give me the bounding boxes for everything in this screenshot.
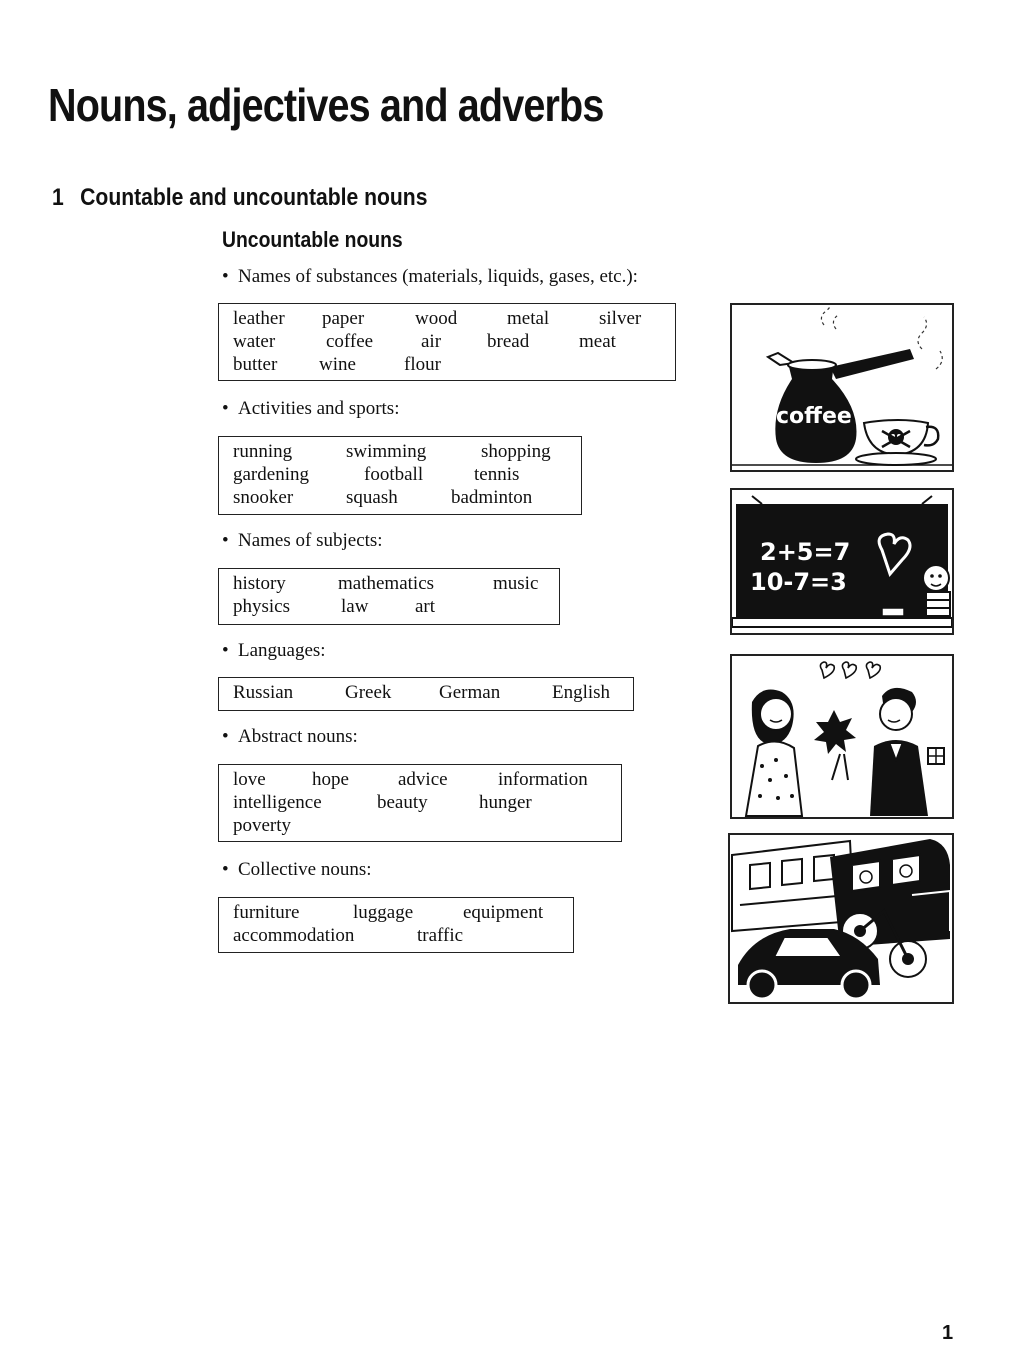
word: history xyxy=(233,573,286,594)
section-heading xyxy=(52,184,427,212)
word: advice xyxy=(398,769,448,790)
word: meat xyxy=(579,331,616,352)
board-line-2: 10-7=3 xyxy=(750,568,847,596)
section-number: 1 xyxy=(52,184,64,211)
word: furniture xyxy=(233,902,300,923)
word: art xyxy=(415,596,436,617)
word: Greek xyxy=(345,682,392,703)
word: wine xyxy=(319,354,356,375)
word: love xyxy=(233,769,266,790)
word: running xyxy=(233,441,293,462)
word: traffic xyxy=(417,925,464,946)
word-row xyxy=(233,486,581,509)
word: hope xyxy=(312,769,349,790)
word: water xyxy=(233,331,276,352)
word-row xyxy=(233,768,621,791)
word-box-activities xyxy=(218,436,582,515)
word: luggage xyxy=(353,902,414,923)
word: poverty xyxy=(233,815,292,836)
group-label-subjects: • Names of subjects: xyxy=(222,530,383,552)
blackboard-illustration xyxy=(730,488,954,635)
chapter-title: Nouns, adjectives and adverbs xyxy=(48,79,604,131)
word: gardening xyxy=(233,464,309,485)
word: intelligence xyxy=(233,792,322,813)
word: beauty xyxy=(377,792,428,813)
word: paper xyxy=(322,308,365,329)
word: physics xyxy=(233,596,290,617)
word-row xyxy=(233,791,621,814)
traffic-drawing xyxy=(730,835,952,1002)
word-row xyxy=(233,463,581,486)
word: English xyxy=(552,682,611,703)
word: mathematics xyxy=(338,573,435,594)
word: equipment xyxy=(463,902,544,923)
word: flour xyxy=(404,354,441,375)
word: butter xyxy=(233,354,278,375)
word: Russian xyxy=(233,682,294,703)
word: swimming xyxy=(346,441,427,462)
coffee-illustration xyxy=(730,303,954,472)
word: information xyxy=(498,769,588,790)
word-box-collective xyxy=(218,897,574,953)
couple-illustration xyxy=(730,654,954,819)
word-row xyxy=(233,924,573,947)
word: accommodation xyxy=(233,925,355,946)
group-label-collective: • Collective nouns: xyxy=(222,859,372,881)
word-row xyxy=(233,595,559,618)
word: wood xyxy=(415,308,458,329)
group-label-activities: • Activities and sports: xyxy=(222,398,399,420)
group-label-abstract: • Abstract nouns: xyxy=(222,726,358,748)
word-row xyxy=(233,901,573,924)
word: badminton xyxy=(451,487,533,508)
word-row xyxy=(233,572,559,595)
word: snooker xyxy=(233,487,294,508)
word-row xyxy=(233,440,581,463)
section-title: Countable and uncountable nouns xyxy=(80,184,428,211)
page-number: 1 xyxy=(942,1322,954,1344)
group-label-languages: • Languages: xyxy=(222,640,326,662)
word: tennis xyxy=(474,464,520,485)
word: air xyxy=(421,331,442,352)
word-row xyxy=(233,814,621,837)
word: music xyxy=(493,573,539,594)
word: squash xyxy=(346,487,398,508)
word-box-substances xyxy=(218,303,676,381)
word: law xyxy=(341,596,369,617)
blackboard-drawing xyxy=(732,490,952,633)
traffic-illustration xyxy=(728,833,954,1004)
word: coffee xyxy=(326,331,374,352)
subsection-title: Uncountable nouns xyxy=(222,227,403,252)
couple-drawing xyxy=(732,656,952,817)
word-row xyxy=(233,353,675,376)
word: shopping xyxy=(481,441,551,462)
coffee-pot-drawing xyxy=(732,305,952,470)
word: bread xyxy=(487,331,530,352)
word-box-abstract xyxy=(218,764,622,842)
word: metal xyxy=(507,308,550,329)
board-line-1: 2+5=7 xyxy=(760,538,851,566)
word-row xyxy=(233,330,675,353)
word-row xyxy=(233,307,675,330)
coffee-label: coffee xyxy=(776,404,852,429)
word: silver xyxy=(599,308,642,329)
word: football xyxy=(364,464,424,485)
group-label-substances: • Names of substances (materials, liquids, gases, etc.): xyxy=(222,266,638,288)
word-row xyxy=(233,681,633,704)
word: leather xyxy=(233,308,285,329)
word-box-subjects xyxy=(218,568,560,625)
word-box-languages xyxy=(218,677,634,711)
word: German xyxy=(439,682,501,703)
word: hunger xyxy=(479,792,532,813)
